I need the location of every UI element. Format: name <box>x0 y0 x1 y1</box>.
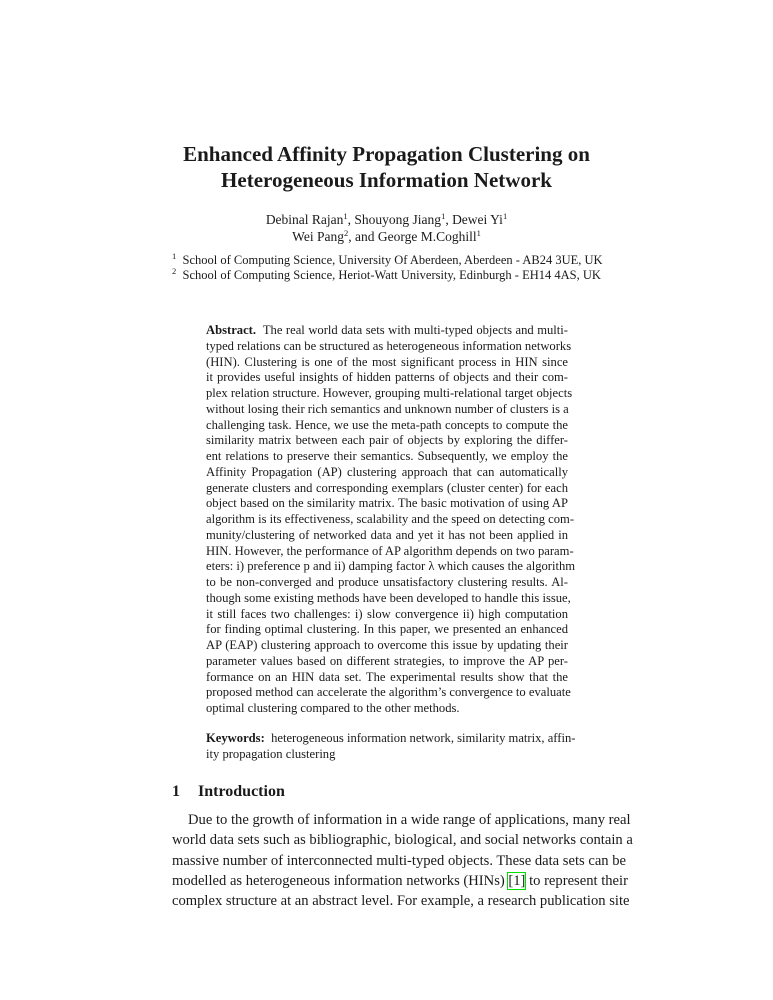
section-heading <box>172 782 773 802</box>
body-line: massive number of interconnected multi-typed objects. These data sets can be <box>172 852 627 869</box>
affiliation <box>172 268 612 283</box>
author-line-1 <box>0 211 773 228</box>
body-line: Due to the growth of information in a wide range of applications, many real <box>188 812 631 829</box>
author-name: Shouyong Jiang <box>354 212 442 227</box>
affiliation-mark: 1 <box>476 228 481 238</box>
abstract-line: formance on an HIN data set. The experimental results show that the <box>206 669 568 684</box>
body-text: to represent their <box>525 872 628 889</box>
abstract-line: generate clusters and corresponding exemplars (cluster center) for each <box>206 480 568 495</box>
paper-title <box>0 141 773 193</box>
citation-link[interactable]: [1] <box>508 872 526 889</box>
author-separator: , <box>347 212 355 227</box>
abstract-label: Abstract. <box>206 323 257 337</box>
abstract <box>206 323 576 717</box>
keywords-line <box>206 730 576 747</box>
keywords-label: Keywords: <box>206 730 265 745</box>
abstract-line: munity/clustering of networked data and yet it has not been applied in <box>206 527 568 542</box>
author-separator: , <box>445 212 453 227</box>
abstract-line <box>206 323 568 339</box>
abstract-line: similarity matrix between each pair of objects by exploring the differ- <box>206 433 568 448</box>
body-text: modelled as heterogeneous information networks (HINs) <box>172 872 509 889</box>
abstract-line: AP (EAP) clustering approach to overcome this issue by updating their <box>206 638 568 652</box>
abstract-line: though some existing methods have been developed to handle this issue, <box>206 590 571 605</box>
abstract-line: ent relations to preserve their semantics. Subsequently, we employ the <box>206 449 568 463</box>
title-line: Enhanced Affinity Propagation Clustering on <box>183 142 590 166</box>
abstract-line: parameter values based on different strategies, to improve the AP per- <box>206 653 568 668</box>
abstract-line: optimal clustering compared to the other methods. <box>206 701 460 715</box>
abstract-line: it still faces two challenges: i) slow convergence ii) high computation <box>206 606 568 621</box>
body-line <box>172 871 628 891</box>
affiliation-number: 2 <box>172 266 177 276</box>
abstract-line: (HIN). Clustering is one of the most significant process in HIN since <box>206 354 568 369</box>
author-name: Dewei Yi <box>452 212 503 227</box>
affiliation-text: School of Computing Science, Heriot-Watt University, Edinburgh - EH14 4AS, UK <box>182 268 601 282</box>
abstract-line: to be non-converged and produce unsatisfactory clustering results. Al- <box>206 575 568 589</box>
abstract-line: typed relations can be structured as heterogeneous information networks <box>206 338 572 353</box>
abstract-line: proposed method can accelerate the algorithm’s convergence to evaluate <box>206 685 571 700</box>
affiliation-mark: 1 <box>502 211 508 221</box>
abstract-line: for finding optimal clustering. In this paper, we presented an enhanced <box>206 622 568 637</box>
abstract-line: challenging task. Hence, we use the meta-path concepts to compute the <box>206 417 568 432</box>
abstract-line: plex relation structure. However, grouping multi-relational target objects <box>206 386 573 400</box>
affiliation-number: 1 <box>172 251 177 261</box>
keywords-text: heterogeneous information network, similarity matrix, affin- <box>271 730 576 745</box>
affiliation <box>172 253 612 268</box>
keywords <box>206 730 576 763</box>
affiliation-mark: 1 <box>441 211 446 221</box>
affiliations <box>172 253 612 283</box>
abstract-line: Affinity Propagation (AP) clustering approach that can automatically <box>206 464 568 479</box>
affiliation-mark: 2 <box>343 228 349 238</box>
abstract-line: eters: i) preference p and ii) damping factor λ which causes the algorithm <box>206 559 576 574</box>
author-name: George M.Coghill <box>377 229 477 244</box>
affiliation-mark: 1 <box>343 211 348 221</box>
title-line: Heterogeneous Information Network <box>221 168 552 192</box>
abstract-line: without losing their rich semantics and unknown number of clusters is a <box>206 401 569 416</box>
intro-paragraph <box>172 810 633 911</box>
abstract-line: object based on the similarity matrix. The basic motivation of using AP <box>206 496 568 511</box>
body-line: world data sets such as bibliographic, biological, and social networks contain a <box>172 832 633 849</box>
section-title: Introduction <box>198 783 285 801</box>
author-name: Wei Pang <box>292 229 344 244</box>
affiliation-text: School of Computing Science, University Of Aberdeen, Aberdeen - AB24 3UE, UK <box>182 253 603 267</box>
keywords-line: ity propagation clustering <box>206 746 336 761</box>
abstract-lines <box>206 338 576 717</box>
author-list <box>0 211 773 245</box>
author-line-2 <box>0 228 773 245</box>
body-line: complex structure at an abstract level. For example, a research publication site <box>172 893 630 910</box>
abstract-line: it provides useful insights of hidden patterns of objects and their com- <box>206 370 568 385</box>
abstract-text: The real world data sets with multi-typed objects and multi- <box>262 323 568 337</box>
abstract-line: algorithm is its effectiveness, scalability and the speed on detecting com- <box>206 512 575 526</box>
author-name: Debinal Rajan <box>265 212 344 227</box>
section-number: 1 <box>172 783 180 801</box>
author-separator: , and <box>348 229 378 244</box>
abstract-line: HIN. However, the performance of AP algorithm depends on two param- <box>206 543 574 558</box>
